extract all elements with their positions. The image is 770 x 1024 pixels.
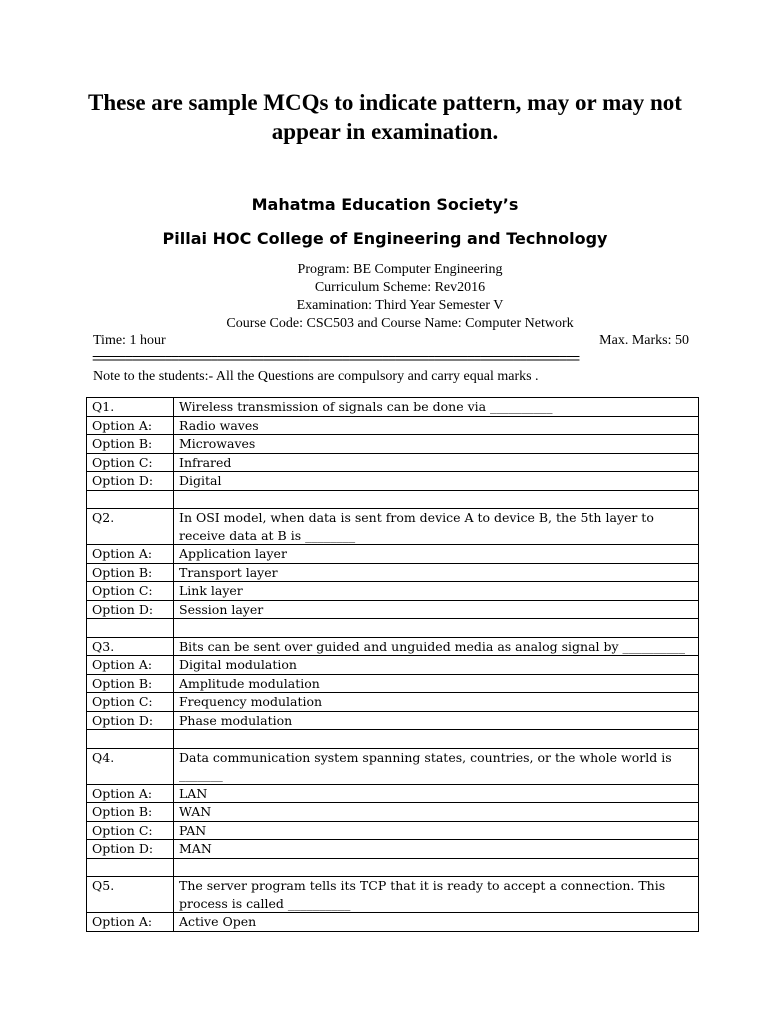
question-number: Q4. xyxy=(87,748,174,784)
option-label: Option A: xyxy=(87,913,174,932)
option-text: Transport layer xyxy=(174,563,699,582)
question-text: The server program tells its TCP that it is ready to accept a connection. This process is called __________ xyxy=(174,877,699,913)
time-marks-row xyxy=(93,333,689,349)
option-label: Option C: xyxy=(87,821,174,840)
option-row xyxy=(87,803,699,822)
option-row xyxy=(87,600,699,619)
option-text: Frequency modulation xyxy=(174,693,699,712)
question-row xyxy=(87,637,699,656)
course-line: Course Code: CSC503 and Course Name: Computer Network xyxy=(226,316,574,331)
question-number: Q1. xyxy=(87,398,174,417)
question-text: In OSI model, when data is sent from device A to device B, the 5th layer to receive data at B is ________ xyxy=(174,509,699,545)
option-label: Option B: xyxy=(87,435,174,454)
disclaimer-heading: These are sample MCQs to indicate pattern, may or may not appear in examination. xyxy=(88,90,682,144)
question-text: Wireless transmission of signals can be done via __________ xyxy=(174,398,699,417)
option-row xyxy=(87,674,699,693)
option-row xyxy=(87,545,699,564)
option-label: Option A: xyxy=(87,545,174,564)
examination-line: Examination: Third Year Semester V xyxy=(296,298,504,313)
option-row xyxy=(87,913,699,932)
question-row xyxy=(87,398,699,417)
option-label: Option C: xyxy=(87,582,174,601)
option-label: Option D: xyxy=(87,840,174,859)
question-number: Q2. xyxy=(87,509,174,545)
spacer-cell xyxy=(87,490,174,509)
option-row xyxy=(87,693,699,712)
option-text: Phase modulation xyxy=(174,711,699,730)
option-label: Option C: xyxy=(87,453,174,472)
option-label: Option A: xyxy=(87,656,174,675)
exam-meta xyxy=(0,261,770,333)
program-line: Program: BE Computer Engineering xyxy=(297,262,503,277)
question-row xyxy=(87,509,699,545)
option-label: Option B: xyxy=(87,563,174,582)
option-label: Option C: xyxy=(87,693,174,712)
option-text: PAN xyxy=(174,821,699,840)
question-text: Bits can be sent over guided and unguided media as analog signal by __________ xyxy=(174,637,699,656)
option-row xyxy=(87,472,699,491)
option-label: Option A: xyxy=(87,416,174,435)
society-name: Mahatma Education Society’s xyxy=(251,195,519,214)
option-row xyxy=(87,416,699,435)
option-row xyxy=(87,563,699,582)
max-marks-label: Max. Marks: 50 xyxy=(599,333,689,348)
option-text: Amplitude modulation xyxy=(174,674,699,693)
option-label: Option D: xyxy=(87,472,174,491)
separator-line: ========================================================================== xyxy=(92,350,579,366)
spacer-cell xyxy=(87,619,174,638)
question-row xyxy=(87,748,699,784)
option-label: Option B: xyxy=(87,674,174,693)
question-text: Data communication system spanning states, countries, or the whole world is _______ xyxy=(174,748,699,784)
option-text: LAN xyxy=(174,784,699,803)
option-row xyxy=(87,582,699,601)
question-row xyxy=(87,877,699,913)
scheme-line: Curriculum Scheme: Rev2016 xyxy=(314,280,486,295)
option-row xyxy=(87,656,699,675)
option-text: Digital xyxy=(174,472,699,491)
option-row xyxy=(87,840,699,859)
option-text: Link layer xyxy=(174,582,699,601)
option-text: WAN xyxy=(174,803,699,822)
option-text: Infrared xyxy=(174,453,699,472)
spacer-row xyxy=(87,619,699,638)
spacer-cell xyxy=(174,858,699,877)
spacer-cell xyxy=(174,490,699,509)
spacer-cell xyxy=(87,858,174,877)
option-row xyxy=(87,453,699,472)
option-text: Session layer xyxy=(174,600,699,619)
spacer-cell xyxy=(174,730,699,749)
option-row xyxy=(87,435,699,454)
spacer-cell xyxy=(174,619,699,638)
question-number: Q5. xyxy=(87,877,174,913)
question-number: Q3. xyxy=(87,637,174,656)
option-row xyxy=(87,784,699,803)
spacer-row xyxy=(87,490,699,509)
option-text: Application layer xyxy=(174,545,699,564)
spacer-cell xyxy=(87,730,174,749)
option-text: MAN xyxy=(174,840,699,859)
option-row xyxy=(87,711,699,730)
option-text: Digital modulation xyxy=(174,656,699,675)
time-label: Time: 1 hour xyxy=(93,333,166,348)
mcq-table xyxy=(86,397,699,932)
option-label: Option D: xyxy=(87,711,174,730)
student-note: Note to the students:- All the Questions are compulsory and carry equal marks . xyxy=(93,369,539,384)
option-text: Active Open xyxy=(174,913,699,932)
option-text: Microwaves xyxy=(174,435,699,454)
spacer-row xyxy=(87,730,699,749)
spacer-row xyxy=(87,858,699,877)
option-row xyxy=(87,821,699,840)
option-text: Radio waves xyxy=(174,416,699,435)
option-label: Option D: xyxy=(87,600,174,619)
college-name: Pillai HOC College of Engineering and Technology xyxy=(162,229,608,248)
option-label: Option B: xyxy=(87,803,174,822)
option-label: Option A: xyxy=(87,784,174,803)
